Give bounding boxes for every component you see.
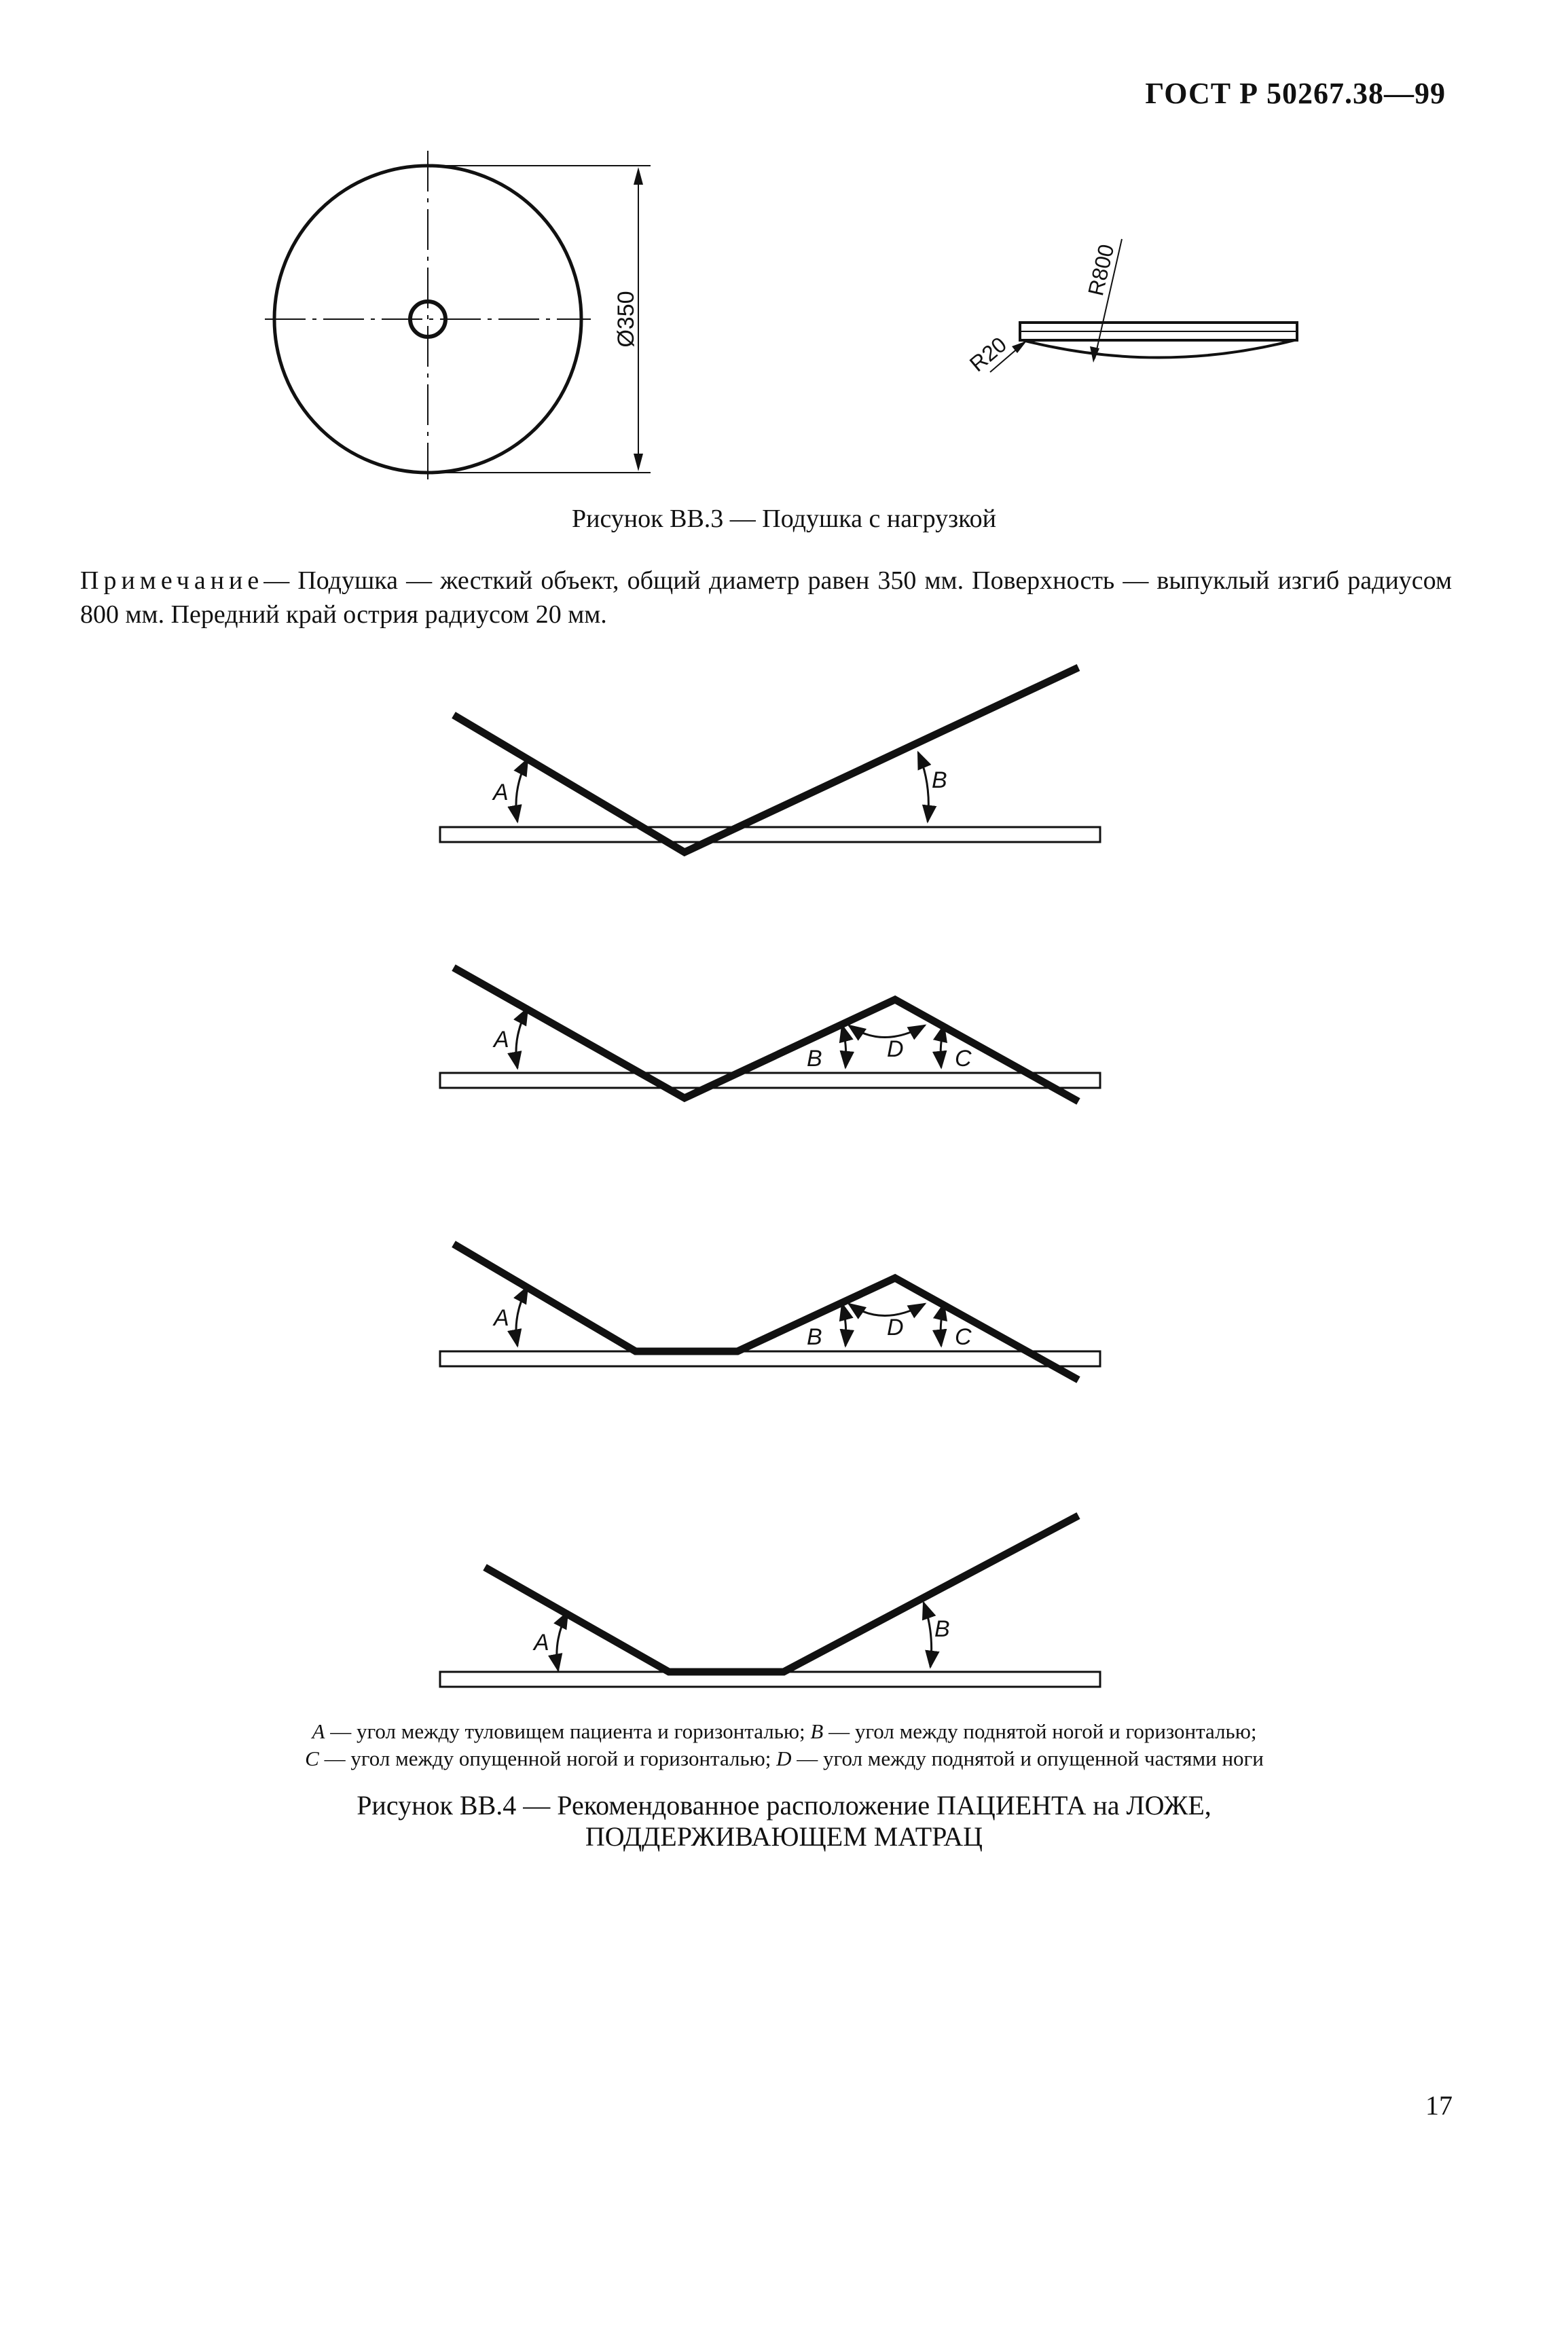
diameter-label: Ø350 bbox=[613, 291, 639, 348]
angle-a-arc bbox=[516, 759, 528, 822]
angle-b-label: B bbox=[807, 1324, 822, 1350]
angle-a-arc bbox=[516, 1008, 528, 1068]
angle-d-arc bbox=[849, 1025, 925, 1038]
legend-b-text: — угол между поднятой ногой и горизонталью; bbox=[823, 1719, 1257, 1743]
figure-bb4-caption bbox=[0, 1790, 1568, 1852]
legend-a-letter: A bbox=[312, 1719, 325, 1743]
angle-a-label: A bbox=[493, 780, 509, 805]
position-diagram-2 bbox=[440, 968, 1100, 1101]
angle-d-label: D bbox=[887, 1036, 904, 1062]
caption-line-2: ПОДДЕРЖИВАЮЩЕМ МАТРАЦ bbox=[585, 1821, 983, 1852]
angle-d-arc bbox=[849, 1304, 925, 1316]
legend-d-letter: D bbox=[776, 1747, 792, 1770]
position-diagram-3 bbox=[440, 1244, 1100, 1380]
position-diagram-4 bbox=[440, 1516, 1100, 1687]
angle-c-arc bbox=[941, 1025, 944, 1067]
angle-c-label: C bbox=[955, 1046, 972, 1072]
patient-body-line bbox=[485, 1516, 1078, 1672]
legend-c-letter: C bbox=[305, 1747, 319, 1770]
angle-b-arc bbox=[918, 752, 928, 822]
note-text: — Подушка — жесткий объект, общий диаметр равен 350 мм. Поверхность — выпуклый изгиб радиусом 800 мм. Передний край острия радиусом 20 мм. bbox=[80, 566, 1452, 629]
angle-b-label: B bbox=[934, 1616, 950, 1642]
note-label: Примечание bbox=[80, 566, 264, 595]
page-number: 17 bbox=[1425, 2090, 1453, 2121]
figure-bb3-caption: Рисунок ВВ.3 — Подушка с нагрузкой bbox=[571, 505, 997, 533]
mattress-base bbox=[440, 1351, 1100, 1366]
caption-line-1: Рисунок ВВ.4 — Рекомендованное расположение ПАЦИЕНТА на ЛОЖЕ, bbox=[357, 1790, 1211, 1821]
angle-b-arc bbox=[924, 1603, 932, 1667]
angle-a-label: A bbox=[494, 1305, 509, 1331]
angle-a-label: A bbox=[494, 1027, 509, 1053]
angle-b-label: B bbox=[807, 1046, 822, 1072]
legend-c-text: — угол между опущенной ногой и горизонталью; bbox=[318, 1747, 777, 1770]
angle-a-label: A bbox=[534, 1630, 549, 1656]
legend-line-2 bbox=[122, 1745, 1446, 1772]
angle-a-arc bbox=[557, 1612, 568, 1670]
r800-label: R800 bbox=[1083, 242, 1119, 298]
angle-c-label: C bbox=[955, 1324, 972, 1350]
legend-a-text: — угол между туловищем пациента и горизонталью; bbox=[325, 1719, 811, 1743]
patient-body-line bbox=[454, 668, 1078, 852]
angle-c-arc bbox=[941, 1304, 944, 1346]
position-diagram-1 bbox=[440, 668, 1100, 852]
angle-b-label: B bbox=[932, 767, 947, 793]
document-header: ГОСТ Р 50267.38—99 bbox=[1145, 77, 1446, 110]
angle-b-arc bbox=[842, 1304, 846, 1346]
angle-a-arc bbox=[516, 1287, 528, 1346]
angle-b-arc bbox=[842, 1025, 846, 1067]
figure-bb4-legend bbox=[122, 1718, 1446, 1772]
legend-b-letter: B bbox=[810, 1719, 824, 1743]
angle-d-label: D bbox=[887, 1315, 904, 1340]
legend-d-text: — угол между поднятой и опущенной частями ноги bbox=[791, 1747, 1264, 1770]
r20-label: R20 bbox=[964, 331, 1011, 377]
mattress-base bbox=[440, 1073, 1100, 1088]
legend-line-1 bbox=[122, 1718, 1446, 1745]
mattress-base bbox=[440, 827, 1100, 842]
